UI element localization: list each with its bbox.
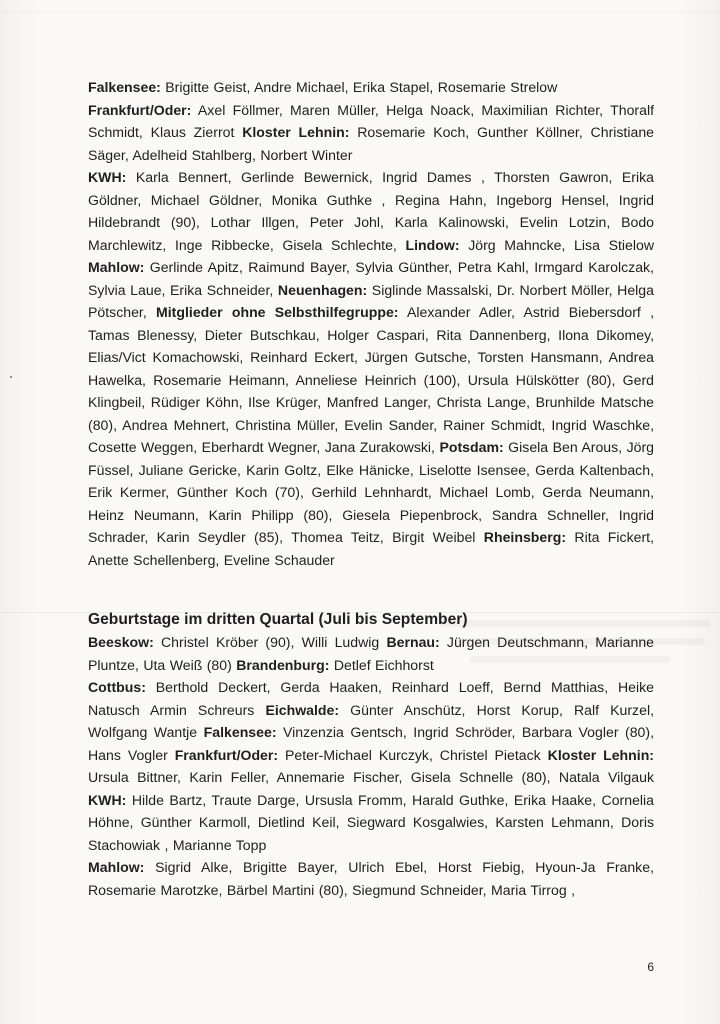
- place-name: Falkensee:: [203, 724, 277, 740]
- names-list: Ursula Bittner, Karin Feller, Annemarie Fischer, Gisela Schnelle (80), Natala Vilgauk: [88, 769, 654, 785]
- place-name: KWH:: [88, 169, 127, 185]
- names-list: Vinzenzia Gentsch, Ingrid Schröder, Barbara Vogler (80), Hans Vogler: [88, 724, 654, 763]
- entry-frankfurt-oder: [175, 747, 541, 763]
- entry-kwh: [88, 792, 654, 853]
- names-list: Axel Föllmer, Maren Müller, Helga Noack, Maximilian Richter, Thoralf Schmidt, Klaus Zierrot: [88, 101, 654, 140]
- names-list: Berthold Deckert, Gerda Haaken, Reinhard Loeff, Bernd Matthias, Heike Natusch Armin Schreurs: [88, 679, 654, 718]
- place-name: Frankfurt/Oder:: [88, 101, 192, 118]
- names-list: Hilde Bartz, Traute Darge, Ursusla Fromm, Harald Guthke, Erika Haake, Cornelia Höhne, Günther Karmoll, Dietlind Keil, Siegward Kosgalwies, Karsten Lehmann, Doris Stachowiak , Marianne Topp: [88, 791, 655, 853]
- place-name: Frankfurt/Oder:: [174, 746, 279, 763]
- place-name: Kloster Lehnin:: [547, 746, 654, 763]
- place-name: Mahlow:: [88, 859, 145, 875]
- names-list: Rita Fickert, Anette Schellenberg, Eveline Schauder: [88, 529, 654, 568]
- names-list: Alexander Adler, Astrid Biebersdorf , Tamas Blenessy, Dieter Butschkau, Holger Caspari, Rita Dannenberg, Ilona Dikomey, Elias/Vict Komachowski, Reinhard Eckert, Jürgen Gutsche, Torsten Hansmann, Andrea Hawelka, Rosemarie Heimann, Anneliese Heinrich (100), Ursula Hülskötter (80), Gerd Klingbeil, Rüdiger Köhn, Ilse Krüger, Manfred Langer, Christa Lange, Brunhilde Matsche (80), Andrea Mehnert, Christina Müller, Evelin Sander, Rainer Schmidt, Ingrid Waschke, Cosette Weggen, Eberhardt Wegner, Jana Zurakowski,: [88, 304, 654, 455]
- names-list: Rosemarie Koch, Gunther Köllner, Christiane Säger, Adelheid Stahlberg, Norbert Winter: [88, 124, 654, 163]
- place-name: Rheinsberg:: [483, 529, 567, 545]
- names-list: Günter Anschütz, Horst Korup, Ralf Kurzel, Wolfgang Wantje: [88, 701, 654, 740]
- place-name: Neuenhagen:: [277, 281, 368, 298]
- names-list: Jürgen Deutschmann, Marianne Pluntze, Uta Weiß (80): [88, 634, 654, 673]
- names-list: Karla Bennert, Gerlinde Bewernick, Ingrid Dames , Thorsten Gawron, Erika Göldner, Michael Göldner, Monika Guthke , Regina Hahn, Ingeborg Hensel, Ingrid Hildebrandt (90), Lothar Illgen, Peter Johl, Karla Kalinowski, Evelin Lotzin, Bodo Marchlewitz, Inge Ribbecke, Gisela Schlechte,: [88, 169, 655, 253]
- place-name: Bernau:: [386, 634, 440, 650]
- place-name: Mahlow:: [88, 259, 145, 275]
- place-name: KWH:: [88, 791, 127, 808]
- member-list: [88, 76, 654, 571]
- entry-falkensee: [88, 79, 557, 95]
- names-list: Gisela Ben Arous, Jörg Füssel, Juliane Gericke, Karin Goltz, Elke Hänicke, Liselotte Isensee, Gerda Kaltenbach, Erik Kermer, Günther Koch (70), Gerhild Lehnhardt, Michael Lomb, Gerda Neumann, Heinz Neumann, Karin Philipp (80), Giesela Piepenbrock, Sandra Schneller, Ingrid Schrader, Karin Seydler (85), Thomea Teitz, Birgit Weibel: [88, 439, 654, 545]
- place-name: Mitglieder ohne Selbsthilfegruppe:: [156, 304, 399, 320]
- place-name: Potsdam:: [439, 439, 504, 455]
- entry-brandenburg: [236, 657, 434, 673]
- names-list: Detlef Eichhorst: [333, 656, 434, 673]
- place-name: Kloster Lehnin:: [242, 124, 350, 140]
- names-list: Peter-Michael Kurczyk, Christel Pietack: [285, 746, 541, 763]
- entry-beeskow: [88, 634, 379, 650]
- place-name: Brandenburg:: [236, 656, 330, 673]
- names-list: Siglinde Massalski, Dr. Norbert Möller, Helga Pötscher,: [88, 281, 654, 320]
- birthday-list: [88, 631, 654, 901]
- place-name: Cottbus:: [88, 679, 146, 695]
- paper-fold-line: [0, 12, 720, 13]
- place-name: Falkensee:: [88, 79, 161, 95]
- page-number: 6: [647, 960, 654, 974]
- names-list: Jörg Mahncke, Lisa Stielow: [468, 236, 655, 253]
- section-heading-birthdays: Geburtstage im dritten Quartal (Juli bis September): [88, 611, 468, 628]
- names-list: Gerlinde Apitz, Raimund Bayer, Sylvia Günther, Petra Kahl, Irmgard Karolczak, Sylvia Laue, Erika Schneider,: [88, 259, 654, 298]
- entry-mitglieder-ohne-selbsthilfegruppe: [88, 304, 654, 455]
- place-name: Eichwalde:: [265, 701, 340, 718]
- entry-mahlow: [88, 859, 654, 898]
- page-content: [88, 76, 654, 901]
- names-list: Sigrid Alke, Brigitte Bayer, Ulrich Ebel, Horst Fiebig, Hyoun-Ja Franke, Rosemarie Marotzke, Bärbel Martini (80), Siegmund Schneider, Maria Tirrog ,: [88, 859, 654, 898]
- place-name: Lindow:: [405, 236, 460, 253]
- entry-lindow: [406, 237, 655, 253]
- names-list: Brigitte Geist, Andre Michael, Erika Stapel, Rosemarie Strelow: [165, 79, 558, 95]
- place-name: Beeskow:: [88, 634, 154, 650]
- names-list: Christel Kröber (90), Willi Ludwig: [160, 634, 380, 650]
- scan-speck: [10, 376, 12, 378]
